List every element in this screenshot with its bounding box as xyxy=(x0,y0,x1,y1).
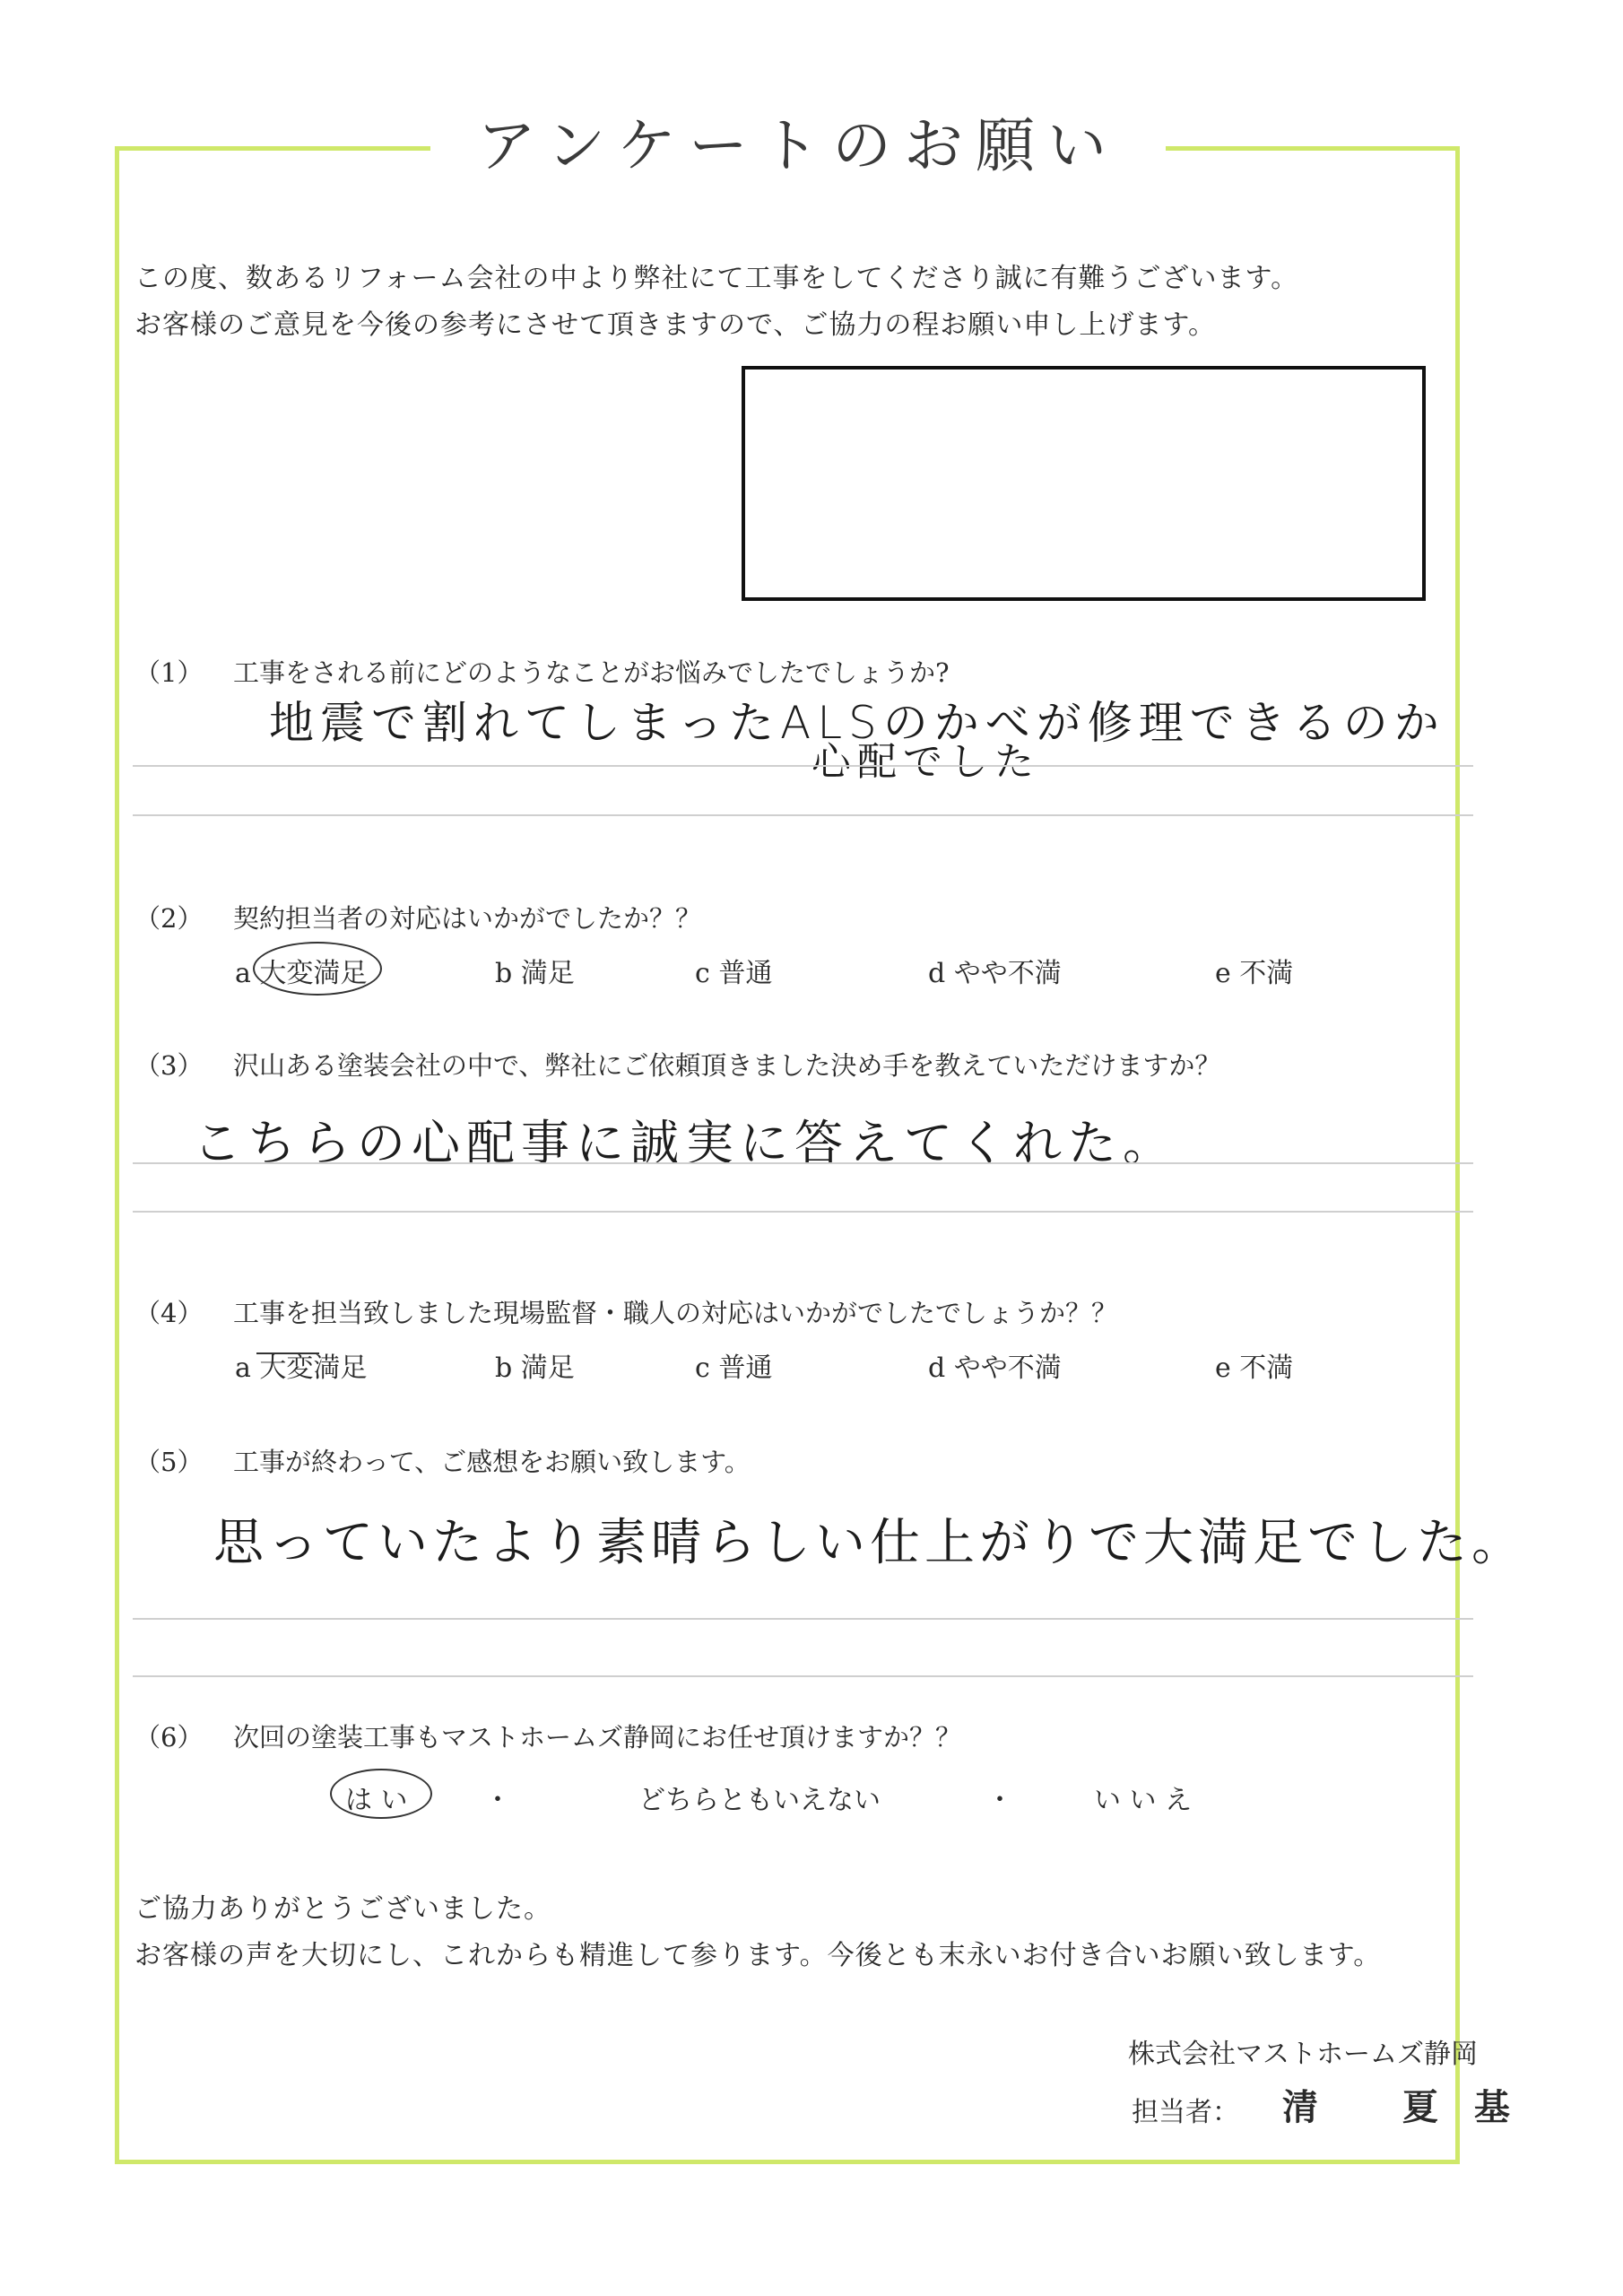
answer-rule xyxy=(133,765,1473,767)
answer-3-line-1: こちらの心配事に誠実に答えてくれた。 xyxy=(193,1115,1177,1171)
option-c[interactable]: c 普通 xyxy=(695,1352,773,1384)
option-b[interactable]: b 満足 xyxy=(495,1352,575,1384)
question-1 xyxy=(135,653,950,690)
option-e[interactable]: e 不満 xyxy=(1215,1352,1294,1384)
separator: ・ xyxy=(986,1785,1013,1816)
question-text: 契約担当者の対応はいかがでしたか？？ xyxy=(233,903,702,934)
question-2 xyxy=(135,899,701,935)
answer-rule xyxy=(133,1211,1473,1213)
answer-5-line-1: 思っていたより素晴らしい仕上がりで大満足でした。 xyxy=(213,1514,1526,1572)
question-number: （3） xyxy=(135,1050,204,1081)
question-number: （5） xyxy=(135,1447,204,1477)
option-a[interactable]: a 大変満足 xyxy=(235,1352,368,1384)
option-a[interactable]: a 大変満足 xyxy=(235,958,368,989)
separator: ・ xyxy=(484,1785,511,1816)
option-e[interactable]: e 不満 xyxy=(1215,958,1294,989)
question-6 xyxy=(135,1718,961,1754)
option-c[interactable]: c 普通 xyxy=(695,958,773,989)
intro-line-1: この度、数あるリフォーム会社の中より弊社にて工事をしてくださり誠に有難うございます。 xyxy=(135,263,1299,294)
answer-rule xyxy=(133,1618,1473,1620)
question-text: 工事をされる前にどのようなことがお悩みでしたでしょうか? xyxy=(233,657,950,688)
staff-label: 担当者： xyxy=(1132,2097,1239,2128)
question-5 xyxy=(135,1442,751,1479)
question-text: 工事を担当致しました現場監督・職人の対応はいかがでしたでしょうか？？ xyxy=(233,1298,1118,1328)
question-number: （6） xyxy=(135,1722,204,1752)
option-b[interactable]: b 満足 xyxy=(495,958,575,989)
option-yes[interactable]: は い xyxy=(345,1785,408,1816)
company-name: 株式会社マストホームズ静岡 xyxy=(1128,2039,1478,2070)
question-4 xyxy=(135,1293,1117,1330)
option-d[interactable]: d やや不満 xyxy=(928,1352,1062,1384)
page-title: アンケートのお願い xyxy=(430,106,1166,187)
selection-circle xyxy=(253,942,382,996)
answer-rule xyxy=(133,1162,1473,1164)
option-no[interactable]: い い え xyxy=(1094,1785,1193,1816)
question-number: （2） xyxy=(135,903,204,934)
question-number: （4） xyxy=(135,1298,204,1328)
question-text: 工事が終わって、ご感想をお願い致します。 xyxy=(233,1447,751,1477)
staff-name: 清 夏基 xyxy=(1282,2086,1546,2128)
question-number: （1） xyxy=(135,657,204,688)
question-text: 沢山ある塗装会社の中で、弊社にご依頼頂きました決め手を教えていただけますか？ xyxy=(233,1050,1221,1081)
selection-circle xyxy=(330,1769,432,1819)
option-neither[interactable]: どちらともいえない xyxy=(638,1785,881,1816)
closing-line-1: ご協力ありがとうございました。 xyxy=(135,1893,551,1925)
answer-1-line-2: 心配でした xyxy=(812,739,1040,785)
question-3 xyxy=(135,1046,1220,1083)
option-d[interactable]: d やや不満 xyxy=(928,958,1062,989)
closing-line-2: お客様の声を大切にし、これからも精進して参ります。今後とも末永いお付き合いお願い致します。 xyxy=(135,1940,1382,1971)
question-text: 次回の塗装工事もマストホームズ静岡にお任せ頂けますか？？ xyxy=(233,1722,962,1752)
selection-mark xyxy=(256,1352,319,1354)
customer-name-box xyxy=(742,366,1426,601)
answer-rule xyxy=(133,814,1473,816)
answer-rule xyxy=(133,1675,1473,1677)
intro-line-2: お客様のご意見を今後の参考にさせて頂きますので、ご協力の程お願い申し上げます。 xyxy=(135,309,1216,341)
answer-1-line-1: 地震で割れてしまったALSのかべが修理できるのか xyxy=(269,697,1445,749)
